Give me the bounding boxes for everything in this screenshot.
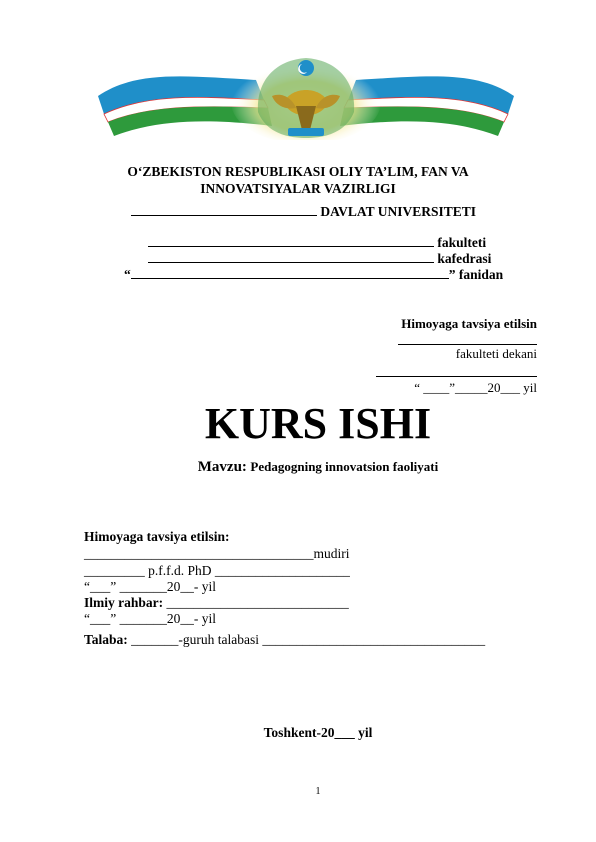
emblem-icon (231, 58, 381, 140)
topic-value: Pedagogning innovatsion faoliyati (250, 459, 439, 474)
approval-date-right: “ ____”_____20___ yil (414, 380, 537, 395)
supervisor-label: Ilmiy rahbar: (84, 595, 164, 610)
subject-open-quote: “ (124, 267, 131, 282)
dean-signature-blank (398, 330, 537, 345)
supervisor-blank: ___________________________ (163, 595, 349, 610)
department-label: kafedrasi (437, 251, 492, 266)
document-title: KURS ISHI (204, 399, 432, 448)
student-blank: _______-guruh talabasi _________________________________ (127, 632, 486, 647)
ministry-name-line2: INNOVATSIYALAR VAZIRLIGI (200, 181, 396, 196)
student-label: Talaba: (84, 632, 128, 647)
phd-line: _________ p.f.f.d. PhD ____________________ (84, 563, 350, 578)
city-year: Toshkent-20___ yil (263, 725, 373, 740)
subject-blank (131, 267, 449, 279)
approval-title-left: Himoyaga tavsiya etilsin: (84, 529, 230, 544)
state-emblem-banner (96, 50, 516, 140)
ministry-name-line1: O‘ZBEKISTON RESPUBLIKASI OLIY TA’LIM, FAN VA (127, 164, 469, 179)
dean-label: fakulteti dekani (455, 346, 537, 361)
faculty-blank (148, 235, 434, 247)
approval-date-left: “___” _______20__- yil (84, 579, 216, 594)
approval-title-right: Himoyaga tavsiya etilsin (401, 316, 537, 331)
university-label: DAVLAT UNIVERSITETI (320, 204, 477, 219)
subject-line (124, 267, 503, 283)
dean-name-blank (376, 362, 537, 377)
topic-label: Mavzu: (197, 459, 247, 475)
student-line (84, 632, 485, 648)
university-line (131, 204, 476, 220)
page-number: 1 (315, 786, 321, 797)
subject-label: ” fanidan (448, 267, 504, 282)
topic-line (0, 459, 596, 476)
supervisor-date: “___” _______20__- yil (84, 611, 216, 626)
faculty-line (148, 235, 486, 251)
head-of-department-line: __________________________________mudiri (84, 546, 350, 561)
university-blank (131, 204, 317, 216)
department-blank (148, 251, 434, 263)
faculty-label: fakulteti (437, 235, 487, 250)
department-line (148, 251, 491, 267)
supervisor-line (84, 595, 349, 611)
